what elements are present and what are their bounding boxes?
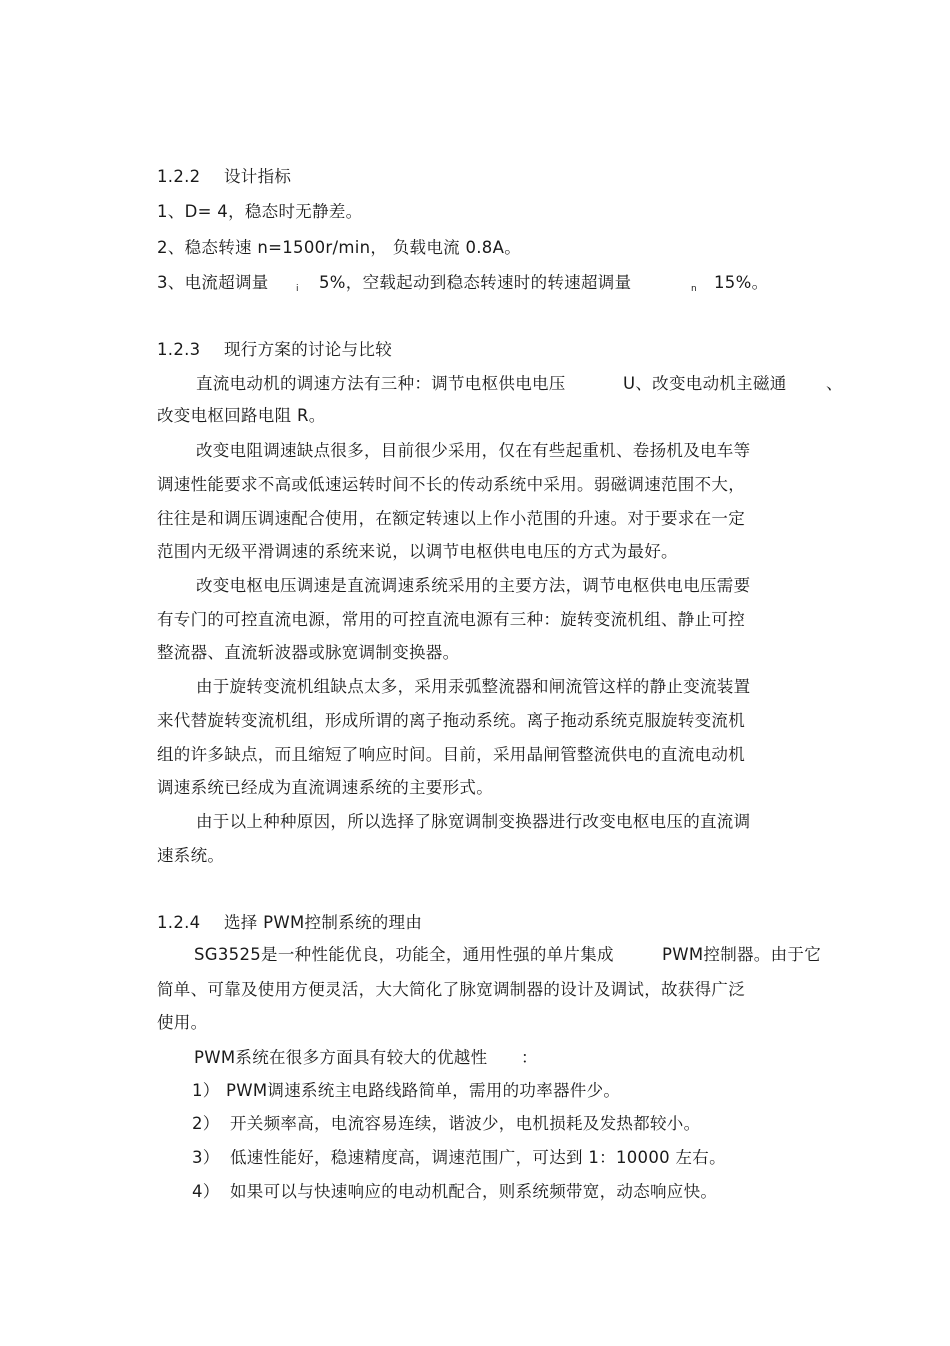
list-item-number: 2） — [192, 1114, 220, 1133]
section-title: 设计指标 — [224, 167, 292, 186]
subscript-i: i — [296, 284, 299, 294]
spec-item-3-text: 5%，空载起动到稳态转速时的转速超调量 — [319, 273, 632, 292]
paragraph-line: 直流电动机的调速方法有三种：调节电枢供电电压 — [196, 374, 566, 393]
paragraph-line: 调速系统已经成为直流调速系统的主要形式。 — [157, 778, 493, 797]
section-title: 选择 PWM控制系统的理由 — [224, 913, 423, 932]
list-item-number: 4） — [192, 1182, 220, 1201]
paragraph-line: PWM系统在很多方面具有较大的优越性 — [194, 1048, 488, 1067]
section-title: 现行方案的讨论与比较 — [224, 340, 392, 359]
paragraph-line: 来代替旋转变流机组，形成所谓的离子拖动系统。离子拖动系统克服旋转变流机 — [157, 711, 745, 730]
list-item: PWM调速系统主电路线路简单，需用的功率器件少。 — [226, 1081, 621, 1100]
paragraph-line: 范围内无级平滑调速的系统来说，以调节电枢供电电压的方式为最好。 — [157, 542, 678, 561]
list-item: 如果可以与快速响应的电动机配合，则系统频带宽，动态响应快。 — [230, 1182, 718, 1201]
paragraph-line: 由于以上种种原因，所以选择了脉宽调制变换器进行改变电枢电压的直流调 — [196, 812, 751, 831]
paragraph-line: U、改变电动机主磁通 — [623, 374, 787, 393]
list-item-number: 1） — [192, 1081, 220, 1100]
paragraph-line: 改变电枢电压调速是直流调速系统采用的主要方法，调节电枢供电电压需要 — [196, 576, 751, 595]
subscript-n: n — [691, 284, 698, 294]
paragraph-line: 整流器、直流斩波器或脉宽调制变换器。 — [157, 643, 460, 662]
paragraph-line: ： — [521, 1048, 538, 1067]
paragraph-line: 简单、可靠及使用方便灵活，大大简化了脉宽调制器的设计及调试，故获得广泛 — [157, 980, 745, 999]
paragraph-line: 改变电枢回路电阻 R。 — [157, 406, 326, 425]
paragraph-line: PWM控制器。由于它 — [662, 945, 822, 964]
paragraph-line: 往往是和调压调速配合使用，在额定转速以上作小范围的升速。对于要求在一定 — [157, 509, 745, 528]
paragraph-line: 组的许多缺点，而且缩短了响应时间。目前，采用晶闸管整流供电的直流电动机 — [157, 745, 745, 764]
spec-item-1: 1、D= 4，稳态时无静差。 — [157, 202, 363, 221]
spec-item-2: 2、稳态转速 n=1500r/min， 负载电流 0.8A。 — [157, 238, 521, 257]
paragraph-line: 调速性能要求不高或低速运转时间不长的传动系统中采用。弱磁调速范围不大， — [157, 475, 745, 494]
spec-item-3-value: 15%。 — [714, 273, 769, 292]
paragraph-line: 使用。 — [157, 1013, 208, 1032]
section-number: 1.2.4 — [157, 913, 201, 932]
section-number: 1.2.3 — [157, 340, 201, 359]
paragraph-line: 改变电阻调速缺点很多，目前很少采用，仅在有些起重机、卷扬机及电车等 — [196, 441, 751, 460]
paragraph-line: SG3525是一种性能优良，功能全，通用性强的单片集成 — [194, 945, 614, 964]
list-item: 低速性能好，稳速精度高，调速范围广，可达到 1：10000 左右。 — [230, 1148, 726, 1167]
paragraph-line: 由于旋转变流机组缺点太多，采用汞弧整流器和闸流管这样的静止变流装置 — [196, 677, 751, 696]
list-item-number: 3） — [192, 1148, 220, 1167]
section-number: 1.2.2 — [157, 167, 201, 186]
list-item: 开关频率高，电流容易连续，谐波少，电机损耗及发热都较小。 — [230, 1114, 701, 1133]
paragraph-line: 有专门的可控直流电源，常用的可控直流电源有三种：旋转变流机组、静止可控 — [157, 610, 745, 629]
paragraph-line: 、 — [826, 374, 843, 393]
paragraph-line: 速系统。 — [157, 846, 225, 865]
spec-item-3-label: 3、电流超调量 — [157, 273, 269, 292]
